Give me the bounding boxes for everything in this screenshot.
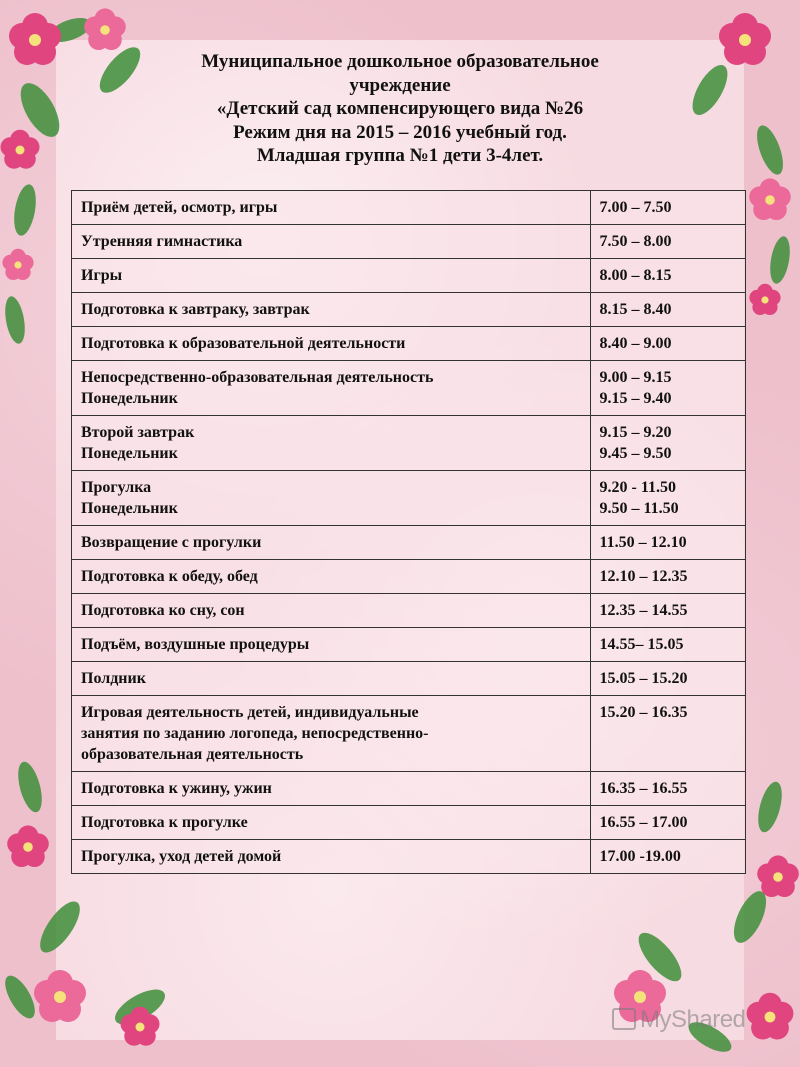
table-row (72, 327, 746, 361)
activity-text: Подготовка к образовательной деятельности (81, 335, 406, 352)
time-text: 14.55– 15.05 (599, 636, 684, 653)
time-text: 7.00 – 7.50 (599, 199, 672, 216)
document-heading (0, 50, 800, 168)
activity-text: Подготовка к ужину, ужин (81, 780, 272, 797)
time-cell (590, 840, 746, 874)
table-row (72, 806, 746, 840)
activity-text: Прогулка (81, 479, 152, 496)
table-row (72, 361, 746, 416)
table-row (72, 293, 746, 327)
time-cell (590, 259, 746, 293)
activity-cell (72, 696, 591, 772)
table-row (72, 416, 746, 471)
time-cell (590, 628, 746, 662)
time-text: 12.35 – 14.55 (599, 602, 688, 619)
time-text: 9.15 – 9.20 (599, 424, 672, 441)
activity-cell (72, 772, 591, 806)
activity-cell (72, 259, 591, 293)
activity-text: Подъём, воздушные процедуры (81, 636, 310, 653)
time-cell (590, 191, 746, 225)
activity-cell (72, 327, 591, 361)
heading-line-schedule-year: Режим дня на 2015 – 2016 учебный год. (233, 121, 567, 143)
heading-line-kindergarten: «Детский сад компенсирующего вида №26 (216, 98, 584, 119)
activity-text: Понедельник (81, 390, 178, 407)
activity-cell (72, 628, 591, 662)
time-cell (590, 471, 746, 526)
time-text: 12.10 – 12.35 (599, 568, 688, 585)
activity-text: Понедельник (81, 500, 178, 517)
time-text: 8.40 – 9.00 (599, 335, 672, 352)
activity-cell (72, 560, 591, 594)
activity-text: Утренняя гимнастика (81, 233, 243, 250)
activity-cell (72, 191, 591, 225)
activity-text: образовательная деятельность (81, 746, 304, 763)
time-text: 17.00 -19.00 (599, 848, 681, 865)
presentation-icon (612, 1008, 636, 1030)
table-row (72, 259, 746, 293)
table-row (72, 594, 746, 628)
time-text: 9.20 - 11.50 (599, 479, 676, 496)
time-cell (590, 361, 746, 416)
activity-cell (72, 594, 591, 628)
activity-cell (72, 361, 591, 416)
heading-line-type: учреждение (349, 74, 451, 96)
activity-text: Возвращение с прогулки (81, 534, 262, 551)
activity-text: Понедельник (81, 445, 178, 462)
table-row (72, 191, 746, 225)
time-text: 15.05 – 15.20 (599, 670, 688, 687)
activity-cell (72, 225, 591, 259)
time-text: 9.45 – 9.50 (599, 445, 672, 462)
activity-cell (72, 662, 591, 696)
table-row (72, 526, 746, 560)
time-cell (590, 293, 746, 327)
activity-text: Прогулка, уход детей домой (81, 848, 282, 865)
activity-text: Подготовка ко сну, сон (81, 602, 245, 619)
time-cell (590, 526, 746, 560)
activity-cell (72, 471, 591, 526)
time-text: 15.20 – 16.35 (599, 704, 688, 721)
table-row (72, 225, 746, 259)
time-text: 9.50 – 11.50 (599, 500, 679, 517)
table-row (72, 628, 746, 662)
activity-text: Игры (81, 267, 123, 284)
time-text: 9.15 – 9.40 (599, 390, 672, 407)
watermark-text: MyShared (640, 1006, 746, 1033)
time-cell (590, 662, 746, 696)
activity-cell (72, 806, 591, 840)
time-cell (590, 560, 746, 594)
schedule-body (72, 191, 746, 874)
activity-text: Подготовка к завтраку, завтрак (81, 301, 310, 318)
daily-schedule-table (71, 190, 746, 874)
activity-text: Подготовка к прогулке (81, 814, 248, 831)
time-cell (590, 594, 746, 628)
activity-text: Второй завтрак (81, 424, 195, 441)
time-text: 16.55 – 17.00 (599, 814, 688, 831)
activity-text: Приём детей, осмотр, игры (81, 199, 278, 216)
activity-cell (72, 840, 591, 874)
time-cell (590, 696, 746, 772)
activity-text: занятия по заданию логопеда, непосредственно- (81, 725, 429, 742)
table-row (72, 696, 746, 772)
heading-line-group: Младшая группа №1 дети 3-4лет. (256, 145, 544, 166)
activity-text: Полдник (81, 670, 146, 687)
table-row (72, 772, 746, 806)
time-cell (590, 416, 746, 471)
time-text: 8.15 – 8.40 (599, 301, 672, 318)
heading-line-institution: Муниципальное дошкольное образовательное (201, 51, 599, 72)
table-row (72, 560, 746, 594)
table-row (72, 471, 746, 526)
time-text: 7.50 – 8.00 (599, 233, 672, 250)
time-text: 9.00 – 9.15 (599, 369, 672, 386)
table-row (72, 840, 746, 874)
time-text: 8.00 – 8.15 (599, 267, 672, 284)
time-cell (590, 225, 746, 259)
time-text: 16.35 – 16.55 (599, 780, 688, 797)
activity-cell (72, 416, 591, 471)
table-row (72, 662, 746, 696)
time-cell (590, 327, 746, 361)
time-cell (590, 806, 746, 840)
watermark (612, 1006, 745, 1034)
time-cell (590, 772, 746, 806)
activity-text: Подготовка к обеду, обед (81, 568, 258, 585)
activity-cell (72, 293, 591, 327)
activity-text: Игровая деятельность детей, индивидуальные (81, 704, 419, 721)
activity-cell (72, 526, 591, 560)
time-text: 11.50 – 12.10 (599, 534, 687, 551)
activity-text: Непосредственно-образовательная деятельность (81, 369, 434, 386)
